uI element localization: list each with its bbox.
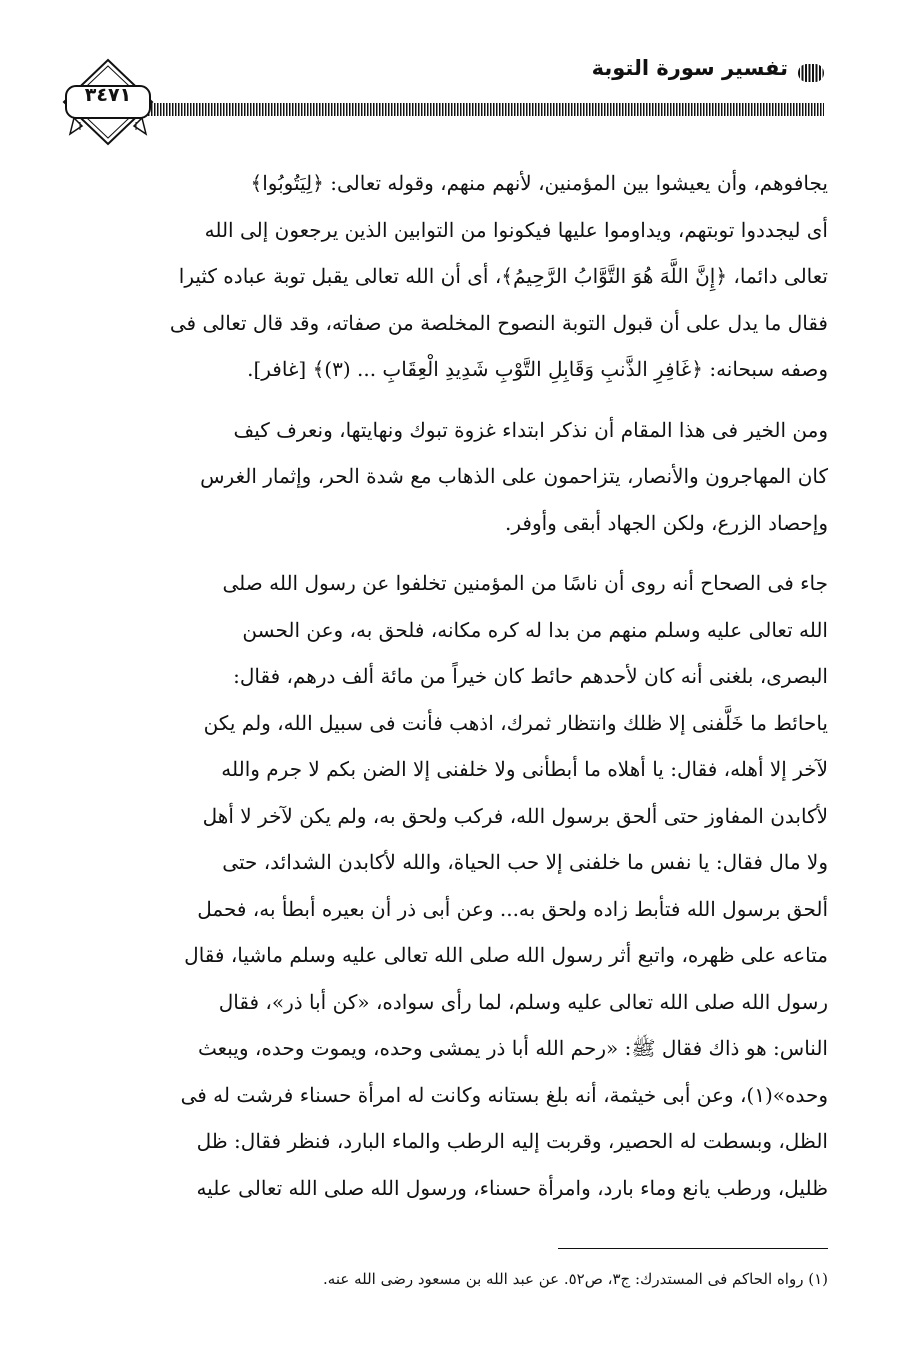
header-ornament-icon (798, 64, 824, 82)
text-line: تعالى دائما، ﴿إِنَّ اللَّهَ هُوَ التَّوَّابُ الرَّحِيمُ﴾، أى أن الله تعالى يقبل توبة عباده كثيرا (178, 264, 828, 288)
text-line: فقال ما يدل على أن قبول التوبة النصوح المخلصة من صفاته، وقد قال تعالى فى (169, 310, 828, 335)
text-line: لآخر إلا أهله، فقال: يا أهلاه ما أبطأنى ولا خلفنى إلا الضن بكم لا جرم والله (221, 757, 828, 781)
text-line: وحده»(١)، وعن أبى خيثمة، أنه بلغ بستانه وكانت له امرأة حسناء فرشت له فى (180, 1082, 828, 1107)
text-line: وصفه سبحانه: ﴿غَافِرِ الذَّنبِ وَقَابِلِ التَّوْبِ شَدِيدِ الْعِقَابِ ... (٣)﴾ [غافر]. (247, 357, 828, 381)
text-line: أى ليجددوا توبتهم، ويداوموا عليها فيكونوا من التوابين الذين يرجعون إلى الله (204, 217, 828, 242)
text-line: ألحق برسول الله فتأبط زاده ولحق به... وعن أبى ذر أن بعيره أبطأ به، فحمل (197, 896, 828, 921)
running-header-title: تفسير سورة التوبة (591, 56, 788, 80)
text-line: البصرى، بلغنى أنه كان لأحدهم حائط كان خيراً من مائة ألف درهم، فقال: (233, 664, 828, 688)
text-line: ولا مال فقال: يا نفس ما خلفنى إلا حب الحياة، والله لأكابدن الشدائد، حتى (222, 850, 828, 874)
text-line: كان المهاجرون والأنصار، يتزاحمون على الذهاب مع شدة الحر، وإثمار الغرس (200, 464, 828, 488)
page-number-badge-icon (60, 56, 156, 160)
text-line: الظل، وبسطت له الحصير، وقربت إليه الرطب والماء البارد، فنظر فقال: ظل (196, 1129, 828, 1153)
text-line: وإحصاد الزرع، ولكن الجهاد أبقى وأوفر. (505, 510, 828, 535)
text-line: الناس: هو ذاك فقال ﷺ: «رحم الله أبا ذر يمشى وحده، ويموت وحده، ويبعث (198, 1036, 828, 1060)
footnote-rule (558, 1248, 828, 1249)
text-line: الله تعالى عليه وسلم منهم من بدا له كره مكانه، فلحق به، وعن الحسن (242, 617, 828, 642)
text-line: رسول الله صلى الله تعالى عليه وسلم، لما رأى سواده، «كن أبا ذر»، فقال (218, 989, 828, 1014)
text-line: يجافوهم، وأن يعيشوا بين المؤمنين، لأنهم منهم، وقوله تعالى: ﴿لِيَتُوبُوا﴾ (250, 171, 828, 195)
text-line: متاعه على ظهره، واتبع أثر رسول الله صلى الله تعالى عليه وسلم ماشيا، فقال (184, 943, 828, 967)
page-number: ٣٤٧١ (84, 84, 132, 106)
text-line: جاء فى الصحاح أنه روى أن ناسًا من المؤمنين تخلفوا عن رسول الله صلى (222, 571, 828, 595)
text-line: لأكابدن المفاوز حتى ألحق برسول الله، فركب ولحق به، ولم يكن لآخر لا أهل (202, 803, 828, 828)
footnote: (١) رواه الحاكم فى المستدرك: ج٣، ص٥٢. عن عبد الله بن مسعود رضى الله عنه. (323, 1270, 828, 1288)
paragraph-1 (80, 160, 828, 393)
paragraph-3 (80, 560, 828, 1211)
text-line: ومن الخير فى هذا المقام أن نذكر ابتداء غزوة تبوك ونهايتها، ونعرف كيف (233, 417, 828, 442)
paragraph-2 (80, 407, 828, 547)
text-line: ياحائط ما خَلَّفنى إلا ظلك وانتظار ثمرك، اذهب فأنت فى سبيل الله، ولم يكن (203, 710, 828, 735)
header-rule (148, 103, 824, 116)
text-line: ظليل، ورطب يانع وماء بارد، وامرأة حسناء، ورسول الله صلى الله تعالى عليه (196, 1175, 828, 1200)
body-text (80, 160, 828, 1211)
